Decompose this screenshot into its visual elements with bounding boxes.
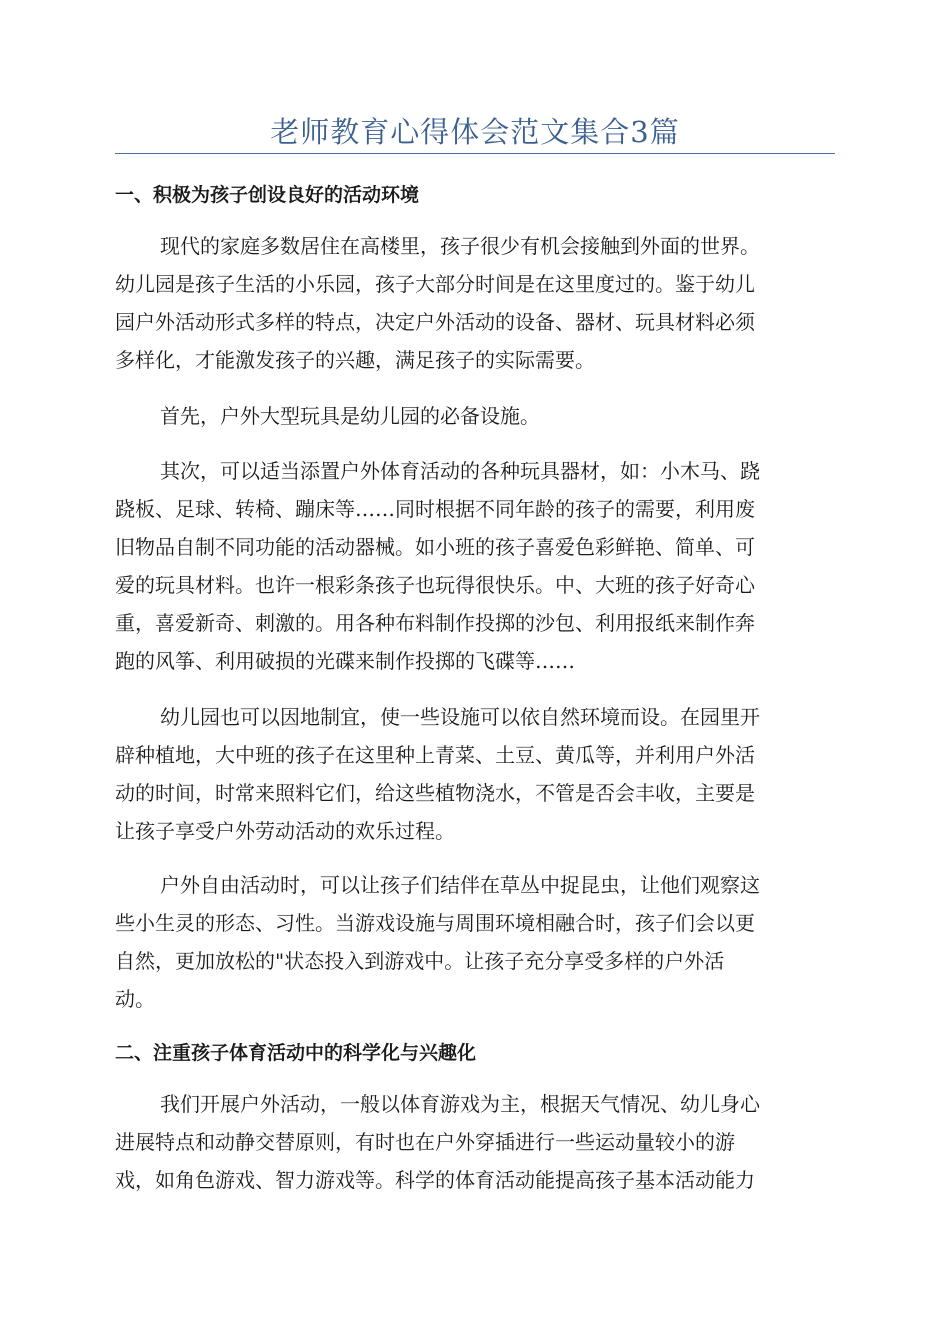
paragraph-line: 戏，如角色游戏、智力游戏等。科学的体育活动能提高孩子基本活动能力 (115, 1168, 755, 1192)
paragraph-line: 动的时间，时常来照料它们，给这些植物浇水，不管是否会丰收，主要是 (115, 781, 755, 805)
paragraph-line: 重，喜爱新奇、刺激的。用各种布料制作投掷的沙包、利用报纸来制作奔 (115, 611, 755, 635)
paragraph-line: 辟种植地，大中班的孩子在这里种上青菜、土豆、黄瓜等，并利用户外活 (115, 743, 755, 767)
paragraph-line: 户外自由活动时，可以让孩子们结伴在草丛中捉昆虫，让他们观察这 (160, 873, 760, 897)
paragraph-line: 动。 (115, 987, 155, 1011)
paragraph-1 (115, 227, 835, 379)
document-title: 老师教育心得体会范文集合3篇 (270, 115, 680, 149)
paragraph-line: 旧物品自制不同功能的活动器械。如小班的孩子喜爱色彩鲜艳、简单、可 (115, 535, 755, 559)
paragraph-4 (115, 698, 835, 850)
paragraph-3 (115, 452, 835, 680)
paragraph-line: 首先，户外大型玩具是幼儿园的必备设施。 (160, 404, 540, 428)
paragraph-line: 跑的风筝、利用破损的光碟来制作投掷的飞碟等…… (115, 649, 575, 673)
paragraph-line: 进展特点和动静交替原则，有时也在户外穿插进行一些运动量较小的游 (115, 1130, 735, 1154)
paragraph-5 (115, 866, 835, 1018)
paragraph-line: 幼儿园是孩子生活的小乐园，孩子大部分时间是在这里度过的。鉴于幼儿 (115, 272, 755, 296)
paragraph-line: 幼儿园也可以因地制宜，使一些设施可以依自然环境而设。在园里开 (160, 705, 760, 729)
section-heading-2: 二、注重孩子体育活动中的科学化与兴趣化 (115, 1042, 477, 1064)
paragraph-line: 跷板、足球、转椅、蹦床等……同时根据不同年龄的孩子的需要，利用废 (115, 497, 755, 521)
paragraph-6 (115, 1085, 835, 1199)
title-underline (115, 153, 835, 154)
paragraph-line: 多样化，才能激发孩子的兴趣，满足孩子的实际需要。 (115, 348, 595, 372)
paragraph-line: 其次，可以适当添置户外体育活动的各种玩具器材，如：小木马、跷 (160, 459, 760, 483)
paragraph-line: 现代的家庭多数居住在高楼里，孩子很少有机会接触到外面的世界。 (160, 234, 760, 258)
section-heading-1: 一、积极为孩子创设良好的活动环境 (115, 184, 420, 206)
paragraph-line: 让孩子享受户外劳动活动的欢乐过程。 (115, 819, 455, 843)
paragraph-line: 园户外活动形式多样的特点，决定户外活动的设备、器材、玩具材料必须 (115, 310, 755, 334)
paragraph-line: 爱的玩具材料。也许一根彩条孩子也玩得很快乐。中、大班的孩子好奇心 (115, 573, 755, 597)
paragraph-2 (115, 397, 835, 435)
paragraph-line: 些小生灵的形态、习性。当游戏设施与周围环境相融合时，孩子们会以更 (115, 911, 755, 935)
paragraph-line: 自然，更加放松的"状态投入到游戏中。让孩子充分享受多样的户外活 (115, 949, 725, 973)
paragraph-line: 我们开展户外活动，一般以体育游戏为主，根据天气情况、幼儿身心 (160, 1092, 760, 1116)
